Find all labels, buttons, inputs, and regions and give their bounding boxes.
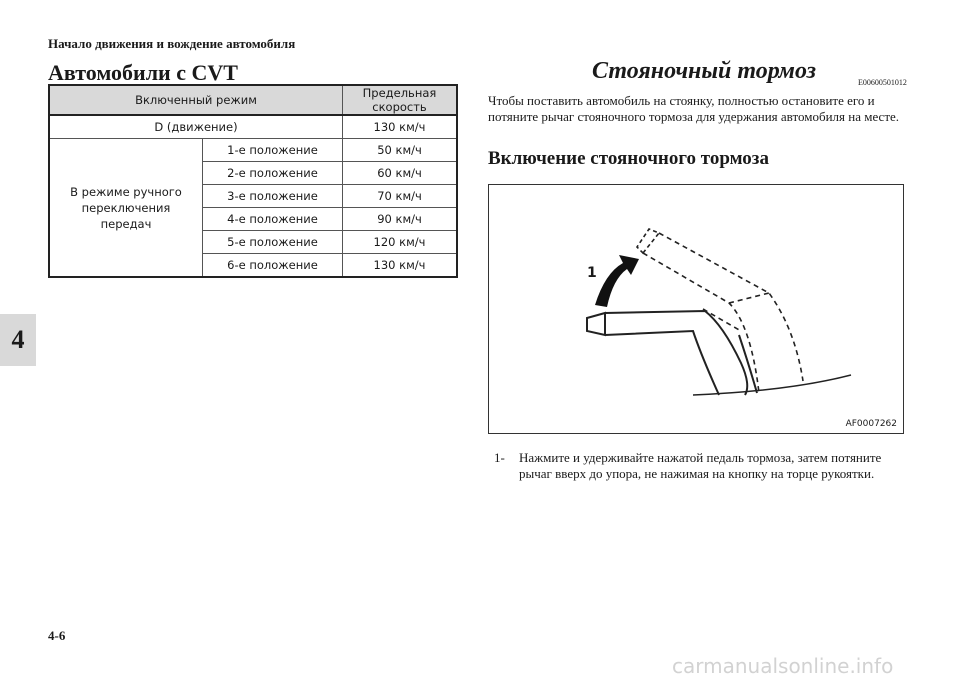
mode-cell: D (движение) — [49, 115, 343, 139]
document-code: E00600501012 — [858, 78, 907, 87]
position-cell: 2-е положение — [203, 162, 343, 185]
manual-mode-label: В режиме ручного переключения передач — [49, 139, 203, 278]
speed-limit-table — [48, 84, 458, 278]
header-speed: Предельная скорость — [343, 85, 458, 115]
speed-cell: 90 км/ч — [343, 208, 458, 231]
table-header-row — [49, 85, 457, 115]
step-number: 1- — [494, 450, 505, 465]
running-header: Начало движения и вождение автомобиля — [48, 36, 296, 51]
position-cell: 4-е положение — [203, 208, 343, 231]
step-text: Нажмите и удерживайте нажатой педаль тормоза, затем потяните рычаг вверх до упора, не нажимая на кнопку на торце рукоятки. — [519, 450, 882, 481]
figure-code: AF0007262 — [845, 419, 897, 429]
section-title: Автомобили с CVT — [48, 60, 238, 85]
main-title: Стояночный тормоз — [592, 58, 817, 84]
position-cell: 6-е положение — [203, 254, 343, 278]
parking-brake-lever-illustration — [489, 185, 903, 433]
header-mode: Включенный режим — [49, 85, 343, 115]
position-cell: 3-е положение — [203, 185, 343, 208]
parking-brake-figure — [488, 184, 904, 434]
table-row — [49, 115, 457, 139]
position-cell: 1-е положение — [203, 139, 343, 162]
chapter-tab: 4 — [0, 314, 36, 366]
speed-cell: 120 км/ч — [343, 231, 458, 254]
watermark: carmanualsonline.info — [672, 654, 894, 678]
speed-cell: 130 км/ч — [343, 115, 458, 139]
table-row — [49, 139, 457, 162]
speed-cell: 130 км/ч — [343, 254, 458, 278]
speed-cell: 50 км/ч — [343, 139, 458, 162]
figure-callout-number: 1 — [587, 265, 597, 281]
speed-cell: 60 км/ч — [343, 162, 458, 185]
instruction-step — [494, 450, 914, 482]
page-number: 4-6 — [48, 628, 66, 643]
intro-paragraph: Чтобы поставить автомобиль на стоянку, полностью остановите его и потяните рычаг стояночного тормоза для удержания автомобиля на месте. — [488, 93, 900, 124]
speed-cell: 70 км/ч — [343, 185, 458, 208]
position-cell: 5-е положение — [203, 231, 343, 254]
sub-title: Включение стояночного тормоза — [488, 148, 769, 169]
